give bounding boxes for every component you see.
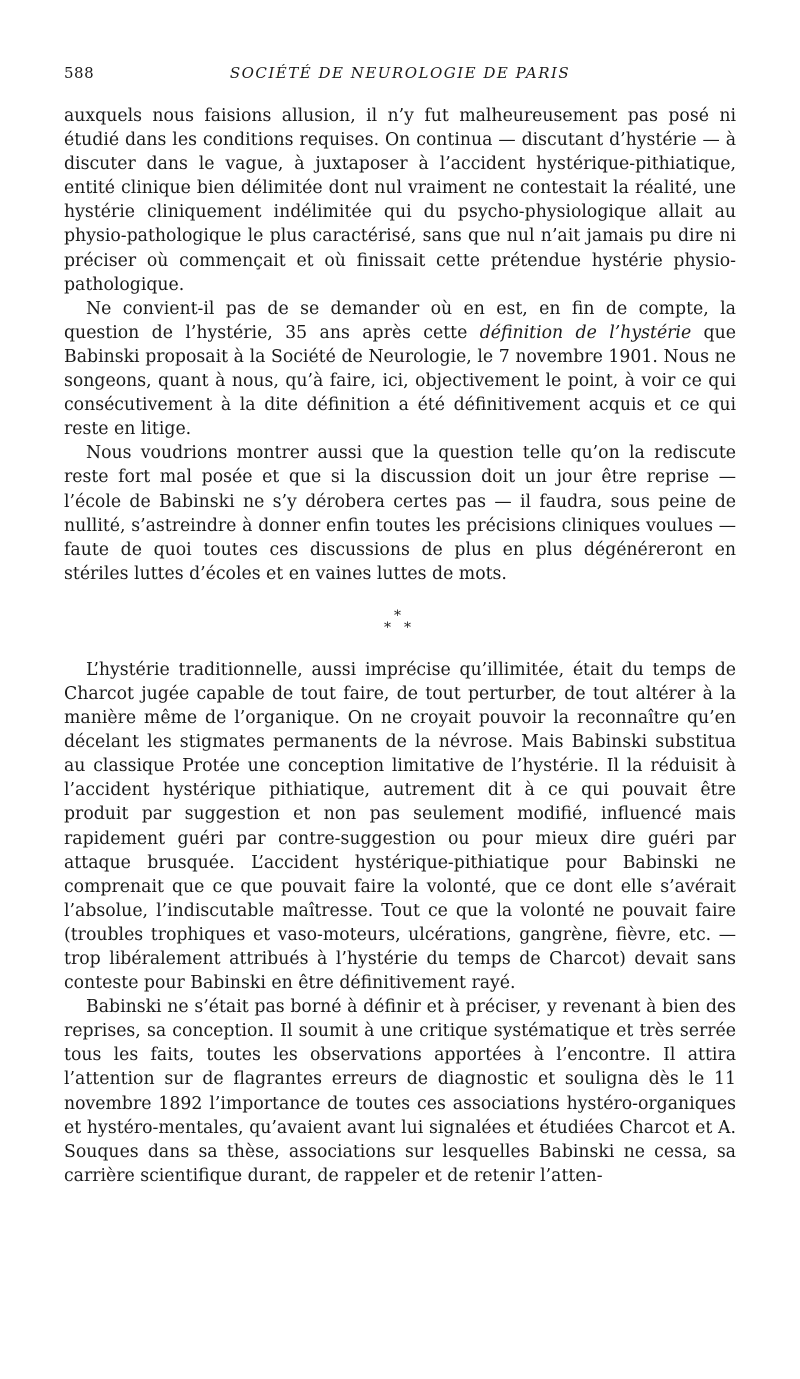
section-break [64, 586, 736, 658]
paragraph: Babinski ne s’était pas borné à définir et à préciser, y revenant à bien des reprises, sa conception. Il soumit à une critique systématique et très serrée tous les faits, toutes les observations apportées à l’encontre. Il attira l’attention sur de flagrantes erreurs de diagnostic et souligna dès le 11 novembre 1892 l’importance de toutes ces associations hystéro-organiques et hystéro-mentales, qu’avaient avant lui signalées et étudiées Charcot et A. Souques dans sa thèse, associations sur lesquelles Babinski ne cessa, sa carrière scientifique durant, de rappeler et de retenir l’atten- [64, 997, 736, 1186]
asterism-star: * [384, 619, 391, 636]
running-head [64, 64, 736, 88]
paragraph [64, 297, 736, 442]
page-number: 588 [64, 64, 95, 82]
asterism-star: * [404, 619, 411, 636]
body-text [64, 104, 736, 1188]
journal-title: SOCIÉTÉ DE NEUROLOGIE DE PARIS [229, 64, 571, 82]
paragraph-text: Ne convient-il pas de se demander où en est, en fin de compte, la question de l’hystérie, 35 ans après cette [64, 298, 736, 343]
paragraph: L’hystérie traditionnelle, aussi imprécise qu’illimitée, était du temps de Charcot jugée capable de tout faire, de tout perturber, de tout altérer à la manière même de l’organique. On ne croyait pouvoir la reconnaître qu’en décelant les stigmates permanents de la névrose. Mais Babinski substitua au classique Protée une conception limitative de l’hystérie. Il la réduisit à l’accident hystérique pithiatique, autrement dit à ce qui pouvait être produit par suggestion et non pas seulement modifié, influencé mais rapidement guéri par contre-suggestion ou pour mieux dire guéri par attaque brusquée. L’accident hystérique-pithiatique pour Babinski ne comprenait que ce que pouvait faire la volonté, que ce dont elle s’avérait l’absolue, l’indiscutable maîtresse. Tout ce que la volonté ne pouvait faire (troubles trophiques et vaso-moteurs, ulcérations, gangrène, fièvre, etc. — trop libéralement attribués à l’hystérie du temps de Charcot) devait sans conteste pour Babinski en être définitivement rayé. [64, 659, 736, 994]
paragraph-continued: auxquels nous faisions allusion, il n’y fut malheureusement pas posé ni étudié dans les conditions requises. On continua — discutant d’hystérie — à discuter dans le vague, à juxtaposer à l’accident hystérique-pithiatique, entité clinique bien délimitée dont nul vraiment ne contestait la réalité, une hystérie cliniquement indélimitée qui du psycho-physiologique allait au physio-pathologique le plus caractérisé, sans que nul n’ait jamais pu dire ni préciser où commençait et où finissait cette prétendue hystérie physio-pathologique. [64, 106, 736, 295]
paragraph: Nous voudrions montrer aussi que la question telle qu’on la rediscute reste fort mal posée et que si la discussion doit un jour être reprise — l’école de Babinski ne s’y dérobera certes pas — il faudra, sous peine de nullité, s’astreindre à donner enfin toutes les précisions cliniques voulues — faute de quoi toutes ces discussions de plus en plus dégénéreront en stériles luttes d’écoles et en vaines luttes de mots. [64, 443, 736, 584]
asterism-star: * [394, 607, 401, 624]
asterism [380, 607, 420, 637]
italic-phrase: définition de l’hystérie [479, 322, 692, 343]
paragraph-text: que Babinski proposait à la Société de Neurologie, le 7 novembre 1901. Nous ne songeons, quant à nous, qu’à faire, ici, objectivement le point, à voir ce qui consécutivement à la dite définition a été définitivement acquis et ce qui reste en litige. [64, 322, 736, 440]
page [64, 64, 736, 1188]
